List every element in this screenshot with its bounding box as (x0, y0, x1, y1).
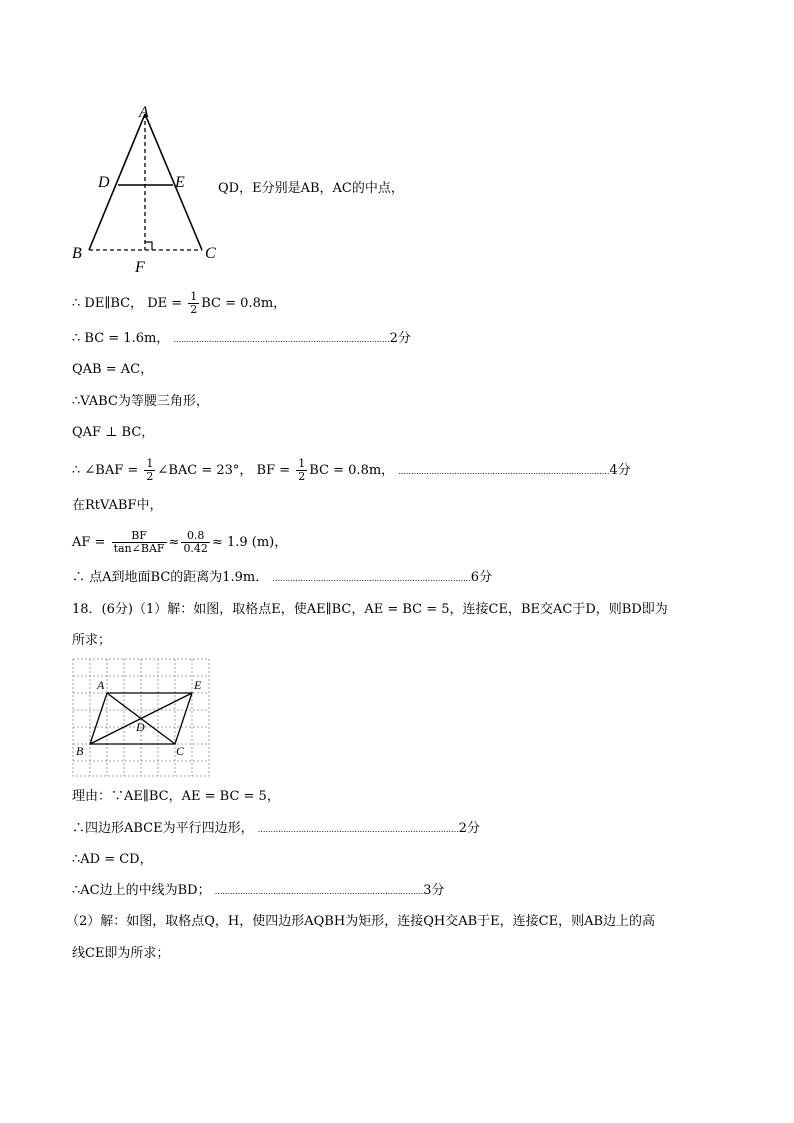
q18-line-b: 所求； (72, 633, 112, 648)
fraction-tan: $\frac{BF}{\text{tan∠BAF}}$ (113, 529, 165, 555)
q18-line-a: 18．(6分)（1）解：如图，取格点E，使AE∥BC，AE = BC = 5，连接CE，BE交AC于D，则BD即为 (72, 602, 668, 617)
label-C: C (205, 245, 216, 262)
label-A: A (139, 104, 149, 121)
reason-3: ∴AD = CD， (72, 852, 153, 867)
line-4: ∴VABC为等腰三角形， (72, 394, 209, 409)
reason-1: 理由：∵AE∥BC，AE = BC = 5， (72, 789, 280, 804)
grid-label-A: A (97, 678, 105, 692)
grid-label-E: E (194, 678, 202, 692)
fraction-half: $\frac{1}{2}$ (190, 290, 198, 316)
fraction-half: $\frac{1}{2}$ (146, 457, 154, 483)
line-6: ∴ ∠BAF = $\frac{1}{2}$ ∠BAC = 23°， BF = $\frac{1}{2}$ BC = 0.8m， ...................................................................................4分 (72, 457, 631, 483)
line-1: ∴ DE∥BC， DE = $\frac{1}{2}$ BC = 0.8m， (72, 290, 287, 316)
part2-line-a: （2）解：如图，取格点Q，H，使四边形AQBH为矩形，连接QH交AB于E，连接CE，则AB边上的高 (66, 914, 656, 929)
grid-label-D: D (136, 720, 145, 734)
grid-figure (72, 658, 212, 778)
grid-label-C: C (176, 744, 185, 758)
grid-label-B: B (76, 744, 84, 758)
line-5: QAF ⊥ BC， (72, 425, 155, 440)
part2-line-b: 线CE即为所求； (72, 946, 170, 961)
line-9: ∴ 点A到地面BC的距离为1.9m． ..............................................................................6分 (72, 570, 493, 585)
label-B: B (72, 245, 82, 262)
line-8: AF = $\frac{BF}{\text{tan∠BAF}}$ ≈ $\frac{0.8}{0.42}$ ≈ 1.9 (m)， (72, 529, 288, 555)
reason-4: ∴AC边上的中线为BD； ..................................................................................3分 (72, 883, 445, 898)
reason-2: ∴四边形ABCE为平行四边形， ...............................................................................2分 (72, 821, 480, 836)
fig1-caption: QD，E分别是AB，AC的中点， (218, 181, 404, 196)
line-2: ∴ BC = 1.6m， .....................................................................................2分 (72, 331, 411, 346)
fraction-value: $\frac{0.8}{0.42}$ (183, 529, 208, 555)
label-E: E (175, 174, 185, 191)
line-3: QAB = AC， (72, 362, 154, 377)
triangle-figure (66, 100, 226, 275)
fraction-half: $\frac{1}{2}$ (298, 457, 306, 483)
label-F: F (135, 259, 145, 275)
label-D: D (98, 174, 110, 191)
line-7: 在RtVABF中， (72, 498, 163, 513)
